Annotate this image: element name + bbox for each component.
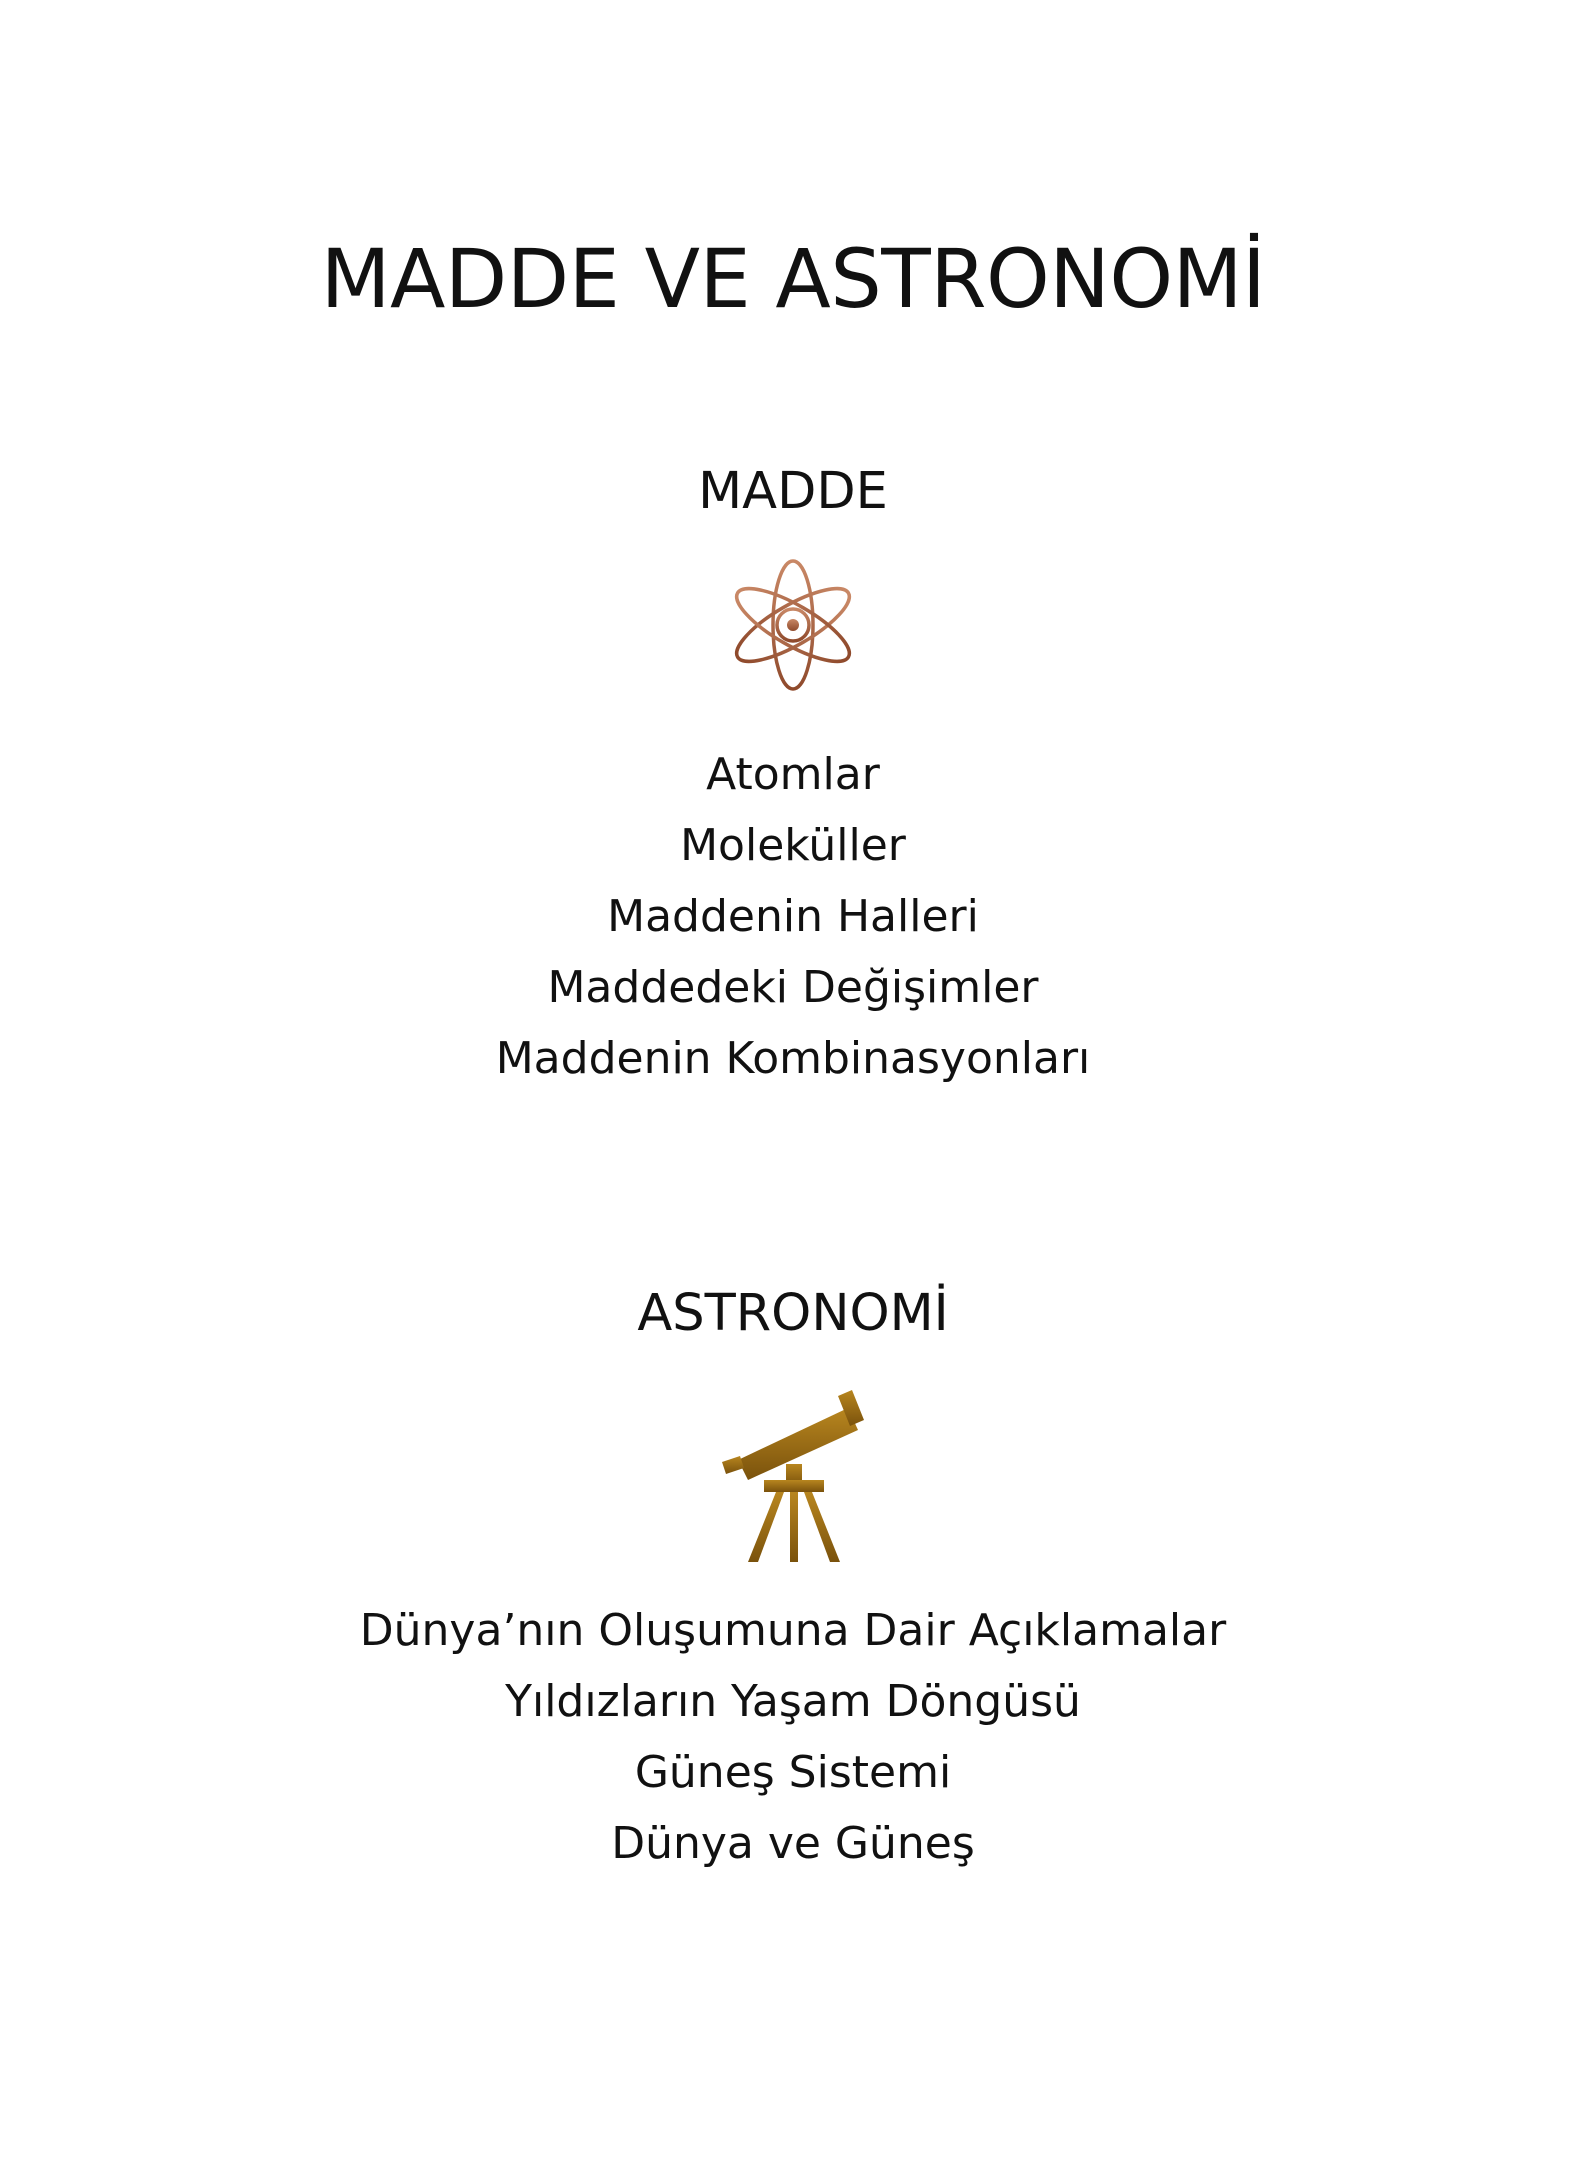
list-item: Maddedeki Değişimler	[547, 962, 1039, 1013]
list-item: Moleküller	[680, 820, 906, 871]
section-heading-madde: MADDE	[698, 462, 888, 521]
section-heading-astronomi: ASTRONOMİ	[637, 1284, 949, 1343]
list-item: Maddenin Halleri	[607, 891, 979, 942]
list-item: Dünya’nın Oluşumuna Dair Açıklamalar	[359, 1605, 1227, 1656]
telescope-icon	[718, 1380, 868, 1564]
list-item: Yıldızların Yaşam Döngüsü	[505, 1676, 1081, 1727]
madde-topic-list	[0, 739, 1586, 1094]
list-item: Güneş Sistemi	[634, 1747, 952, 1798]
list-item: Atomlar	[706, 749, 880, 800]
page-title: MADDE VE ASTRONOMİ	[320, 233, 1266, 327]
astronomi-topic-list	[0, 1595, 1586, 1879]
atom-icon	[728, 555, 858, 695]
list-item: Dünya ve Güneş	[611, 1818, 975, 1869]
list-item: Maddenin Kombinasyonları	[495, 1033, 1091, 1084]
